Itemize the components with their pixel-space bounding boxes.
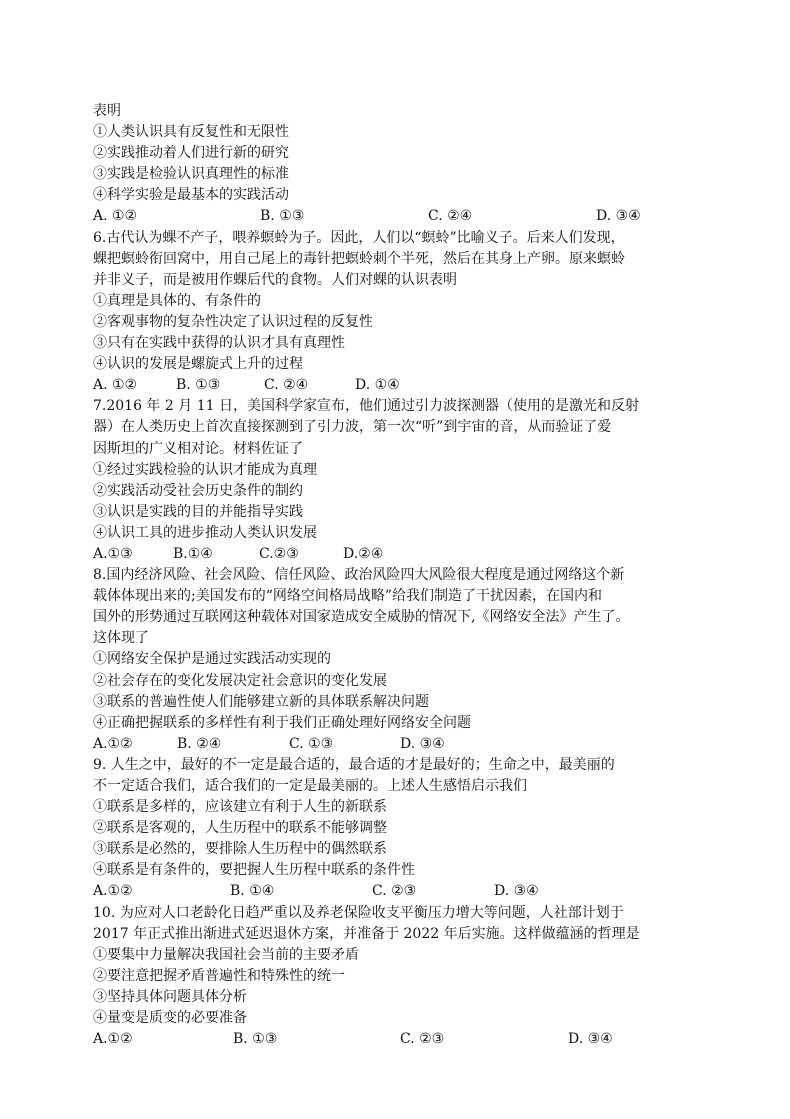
- option-c[interactable]: C. ②③: [400, 1031, 445, 1048]
- answer-item: ②联系是客观的，人生历程中的联系不能够调整: [93, 820, 387, 837]
- question-stem-line: 10. 为应对人口老龄化日趋严重以及养老保险收支平衡压力增大等问题，人社部计划于: [93, 904, 624, 921]
- answer-item: ④联系是有条件的，要把握人生历程中联系的条件性: [93, 862, 415, 879]
- answer-item: ①要集中力量解决我国社会当前的主要矛盾: [93, 946, 359, 963]
- answer-item: ①人类认识具有反复性和无限性: [93, 124, 289, 141]
- answer-item: ②要注意把握矛盾普遍性和特殊性的统一: [93, 967, 345, 984]
- option-a[interactable]: A.①②: [93, 735, 133, 752]
- answer-item: ③联系的普遍性使人们能够建立新的具体联系解决问题: [93, 693, 429, 710]
- option-row: [93, 544, 699, 565]
- answer-item: ④科学实验是最基本的实践活动: [93, 187, 289, 204]
- answer-item: ①网络安全保护是通过实践活动实现的: [93, 651, 331, 668]
- answer-item: ②实践活动受社会历史条件的制约: [93, 482, 303, 499]
- answer-item: ③实践是检验认识真理性的标准: [93, 166, 289, 183]
- answer-item: ①真理是具体的、有条件的: [93, 292, 261, 309]
- answer-item: ①联系是多样的，应该建立有利于人生的新联系: [93, 799, 387, 816]
- answer-item: ③只有在实践中获得的认识才具有真理性: [93, 335, 345, 352]
- option-d[interactable]: D. ③④: [568, 1031, 613, 1048]
- answer-item: ③认识是实践的目的并能指导实践: [93, 503, 303, 520]
- option-a[interactable]: A.①②: [93, 1031, 133, 1048]
- option-b[interactable]: B. ①③: [260, 208, 305, 225]
- question-stem-line: 2017 年正式推出渐进式延迟退休方案，并准备于 2022 年后实施。这样做蕴涵的哲理是: [93, 925, 640, 942]
- question-10: [93, 903, 699, 1051]
- option-row: [93, 734, 699, 755]
- option-c[interactable]: C. ②④: [428, 208, 473, 225]
- question-stem-line: 这体现了: [93, 630, 149, 647]
- question-stem-line: 蜾把螟蛉衔回窝中，用自己尾上的毒针把螟蛉刺个半死，然后在其身上产卵。原来螟蛉: [93, 250, 625, 267]
- answer-item: ②客观事物的复杂性决定了认识过程的反复性: [93, 313, 373, 330]
- option-c[interactable]: C.②③: [259, 545, 299, 562]
- option-a[interactable]: A.①②: [93, 883, 133, 900]
- option-row: [93, 881, 699, 902]
- question-stem-line: 并非义子，而是被用作蜾后代的食物。人们对蜾的认识表明: [93, 271, 457, 288]
- option-d[interactable]: D. ③④: [494, 883, 539, 900]
- question-stem-line: 9. 人生之中，最好的不一定是最合适的，最合适的才是最好的；生命之中，最美丽的: [93, 756, 615, 773]
- question-stem-line: 因斯坦的广义相对论。材料佐证了: [93, 440, 303, 457]
- question-8: [93, 565, 699, 755]
- question-stem-line: 不一定适合我们，适合我们的一定是最美丽的。上述人生感悟启示我们: [93, 778, 527, 794]
- question-stem-line: 器）在人类历史上首次直接探测到了引力波，第一次“听”到宇宙的音，从而验证了爱: [93, 419, 612, 436]
- option-a[interactable]: A.①③: [93, 545, 133, 562]
- answer-item: ③坚持具体问题具体分析: [93, 988, 247, 1005]
- option-c[interactable]: C. ②④: [264, 377, 309, 394]
- option-c[interactable]: C. ①③: [289, 735, 334, 752]
- question-stem-line: 表明: [93, 103, 121, 119]
- option-b[interactable]: B. ①③: [176, 377, 221, 394]
- option-d[interactable]: D. ③④: [400, 735, 445, 752]
- answer-item: ④认识的发展是螺旋式上升的过程: [93, 356, 303, 373]
- option-b[interactable]: B. ①④: [230, 883, 275, 900]
- answer-item: ④认识工具的进步推动人类认识发展: [93, 524, 317, 541]
- question-stem-line: 载体体现出来的;美国发布的“网络空间格局战略”给我们制造了干扰因素，在国内和: [93, 588, 603, 605]
- answer-item: ②社会存在的变化发展决定社会意识的变化发展: [93, 672, 387, 689]
- answer-item: ④量变是质变的必要准备: [93, 1010, 247, 1027]
- option-d[interactable]: D. ①④: [355, 377, 400, 394]
- answer-item: ②实践推动着人们进行新的研究: [93, 145, 289, 162]
- answer-item: ①经过实践检验的认识才能成为真理: [93, 461, 317, 478]
- question-9: [93, 755, 699, 903]
- question-7: [93, 396, 699, 565]
- option-row: [93, 206, 699, 227]
- option-a[interactable]: A. ①②: [93, 208, 138, 225]
- option-b[interactable]: B.①④: [173, 545, 213, 562]
- option-d[interactable]: D. ③④: [596, 208, 641, 225]
- question-stem-line: 国外的形势通过互联网这种载体对国家造成安全威胁的情况下,《网络安全法》产生了。: [93, 609, 630, 626]
- option-b[interactable]: B. ①③: [233, 1031, 278, 1048]
- exam-page: [93, 101, 699, 1050]
- question-stem-line: 7.2016 年 2 月 11 日，美国科学家宣布，他们通过引力波探测器（使用的是激光和反射: [93, 398, 639, 415]
- question-prev: [93, 101, 699, 228]
- option-row: [93, 1029, 699, 1050]
- option-b[interactable]: B. ②④: [177, 735, 222, 752]
- question-6: [93, 228, 699, 397]
- question-stem-line: 6.古代认为蜾不产子，喂养螟蛉为子。因此，人们以“螟蛉”比喻义子。后来人们发现，: [93, 229, 625, 246]
- option-a[interactable]: A. ①②: [93, 377, 138, 394]
- answer-item: ③联系是必然的，要排除人生历程中的偶然联系: [93, 841, 387, 858]
- option-d[interactable]: D.②④: [343, 545, 384, 562]
- option-row: [93, 375, 699, 396]
- option-c[interactable]: C. ②③: [372, 883, 417, 900]
- question-stem-line: 8.国内经济风险、社会风险、信任风险、政治风险四大风险很大程度是通过网络这个新: [93, 567, 625, 584]
- answer-item: ④正确把握联系的多样性有利于我们正确处理好网络安全问题: [93, 714, 471, 731]
